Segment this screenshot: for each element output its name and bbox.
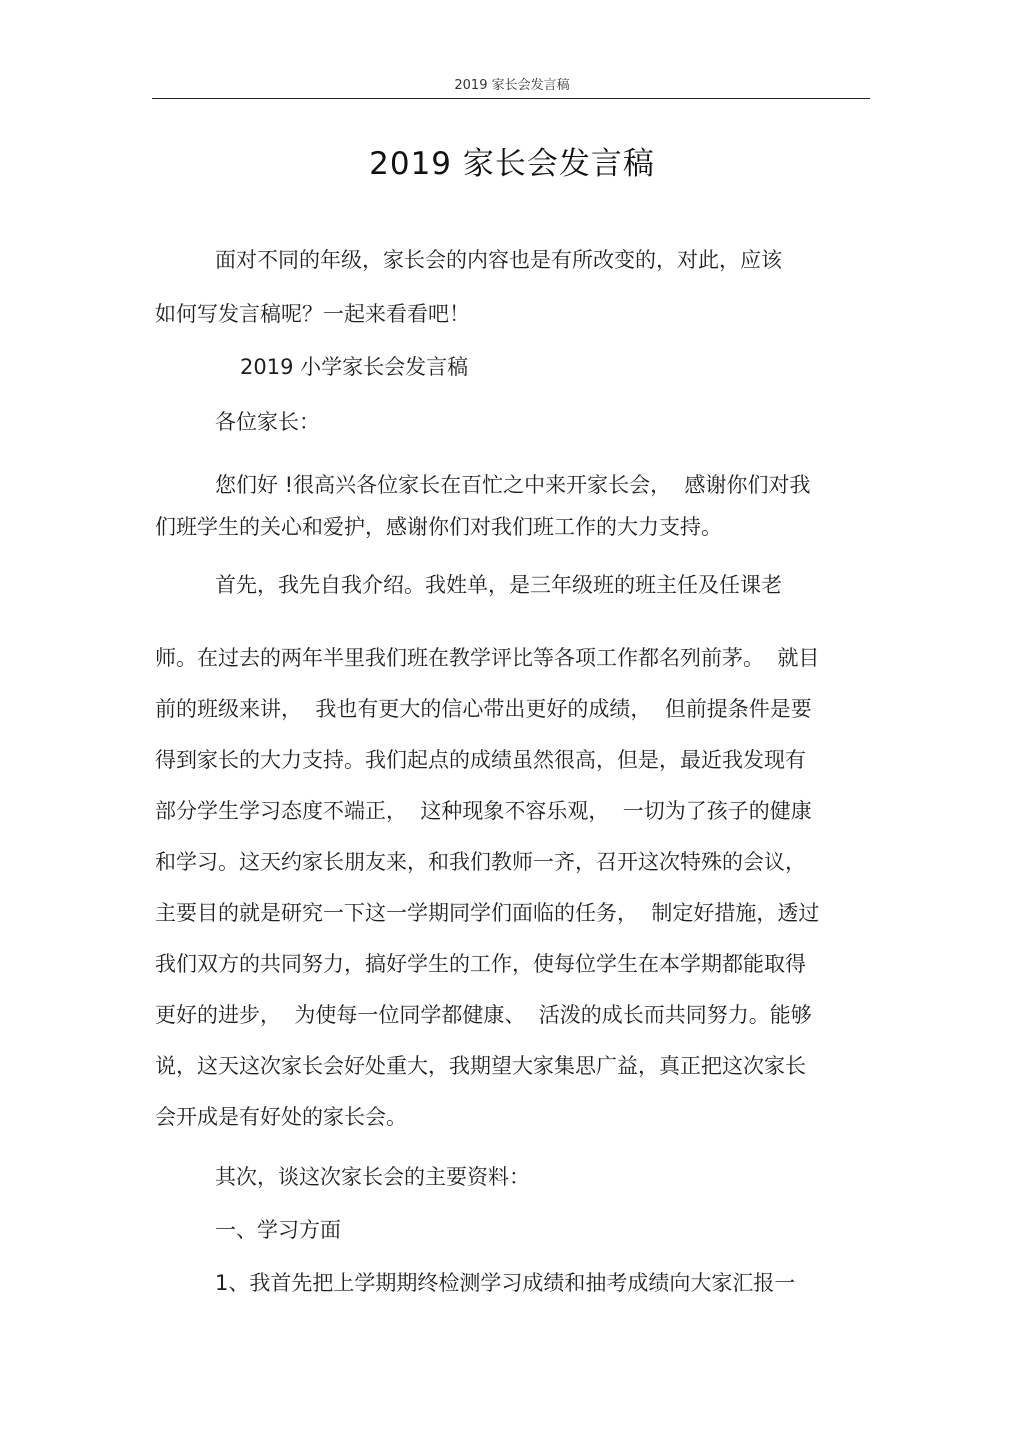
text-line: 得到家长的大力支持。我们起点的成绩虽然很高，但是，最近我发现有: [155, 748, 806, 772]
text-line: 前的班级来讲， 我也有更大的信心带出更好的成绩， 但前提条件是要: [155, 697, 812, 721]
text-line: 们班学生的关心和爱护，感谢你们对我们班工作的大力支持。: [155, 515, 722, 539]
section-heading: 2019 小学家长会发言稿: [240, 355, 469, 379]
text-line: 更好的进步， 为使每一位同学都健康、 活泼的成长而共同努力。能够: [155, 1003, 812, 1027]
text-line: 您们好 !很高兴各位家长在百忙之中来开家长会， 感谢你们对我: [215, 473, 811, 497]
text-line: 说，这天这次家长会好处重大，我期望大家集思广益，真正把这次家长: [155, 1054, 806, 1078]
section-heading: 一、学习方面: [215, 1218, 341, 1242]
salutation: 各位家长：: [215, 410, 320, 434]
text-line: 首先，我先自我介绍。我姓单，是三年级班的班主任及任课老: [215, 573, 782, 597]
text-line: 和学习。这天约家长朋友来，和我们教师一齐，召开这次特殊的会议，: [155, 850, 806, 874]
running-header: 2019 家长会发言稿: [454, 78, 570, 93]
header-rule: [152, 98, 870, 99]
text-line: 师。在过去的两年半里我们班在教学评比等各项工作都名列前茅。 就目: [155, 646, 820, 670]
text-line: 如何写发言稿呢？一起来看看吧！: [155, 302, 470, 326]
text-line: 其次，谈这次家长会的主要资料：: [215, 1165, 530, 1189]
text-line: 面对不同的年级，家长会的内容也是有所改变的，对此，应该: [215, 248, 782, 272]
text-line: 主要目的就是研究一下这一学期同学们面临的任务， 制定好措施，透过: [155, 901, 820, 925]
text-line: 会开成是有好处的家长会。: [155, 1105, 407, 1129]
document-title: 2019 家长会发言稿: [369, 146, 655, 182]
text-line: 我们双方的共同努力，搞好学生的工作，使每位学生在本学期都能取得: [155, 952, 806, 976]
text-line: 1、我首先把上学期期终检测学习成绩和抽考成绩向大家汇报一: [215, 1271, 796, 1295]
text-line: 部分学生学习态度不端正， 这种现象不容乐观， 一切为了孩子的健康: [155, 799, 812, 823]
